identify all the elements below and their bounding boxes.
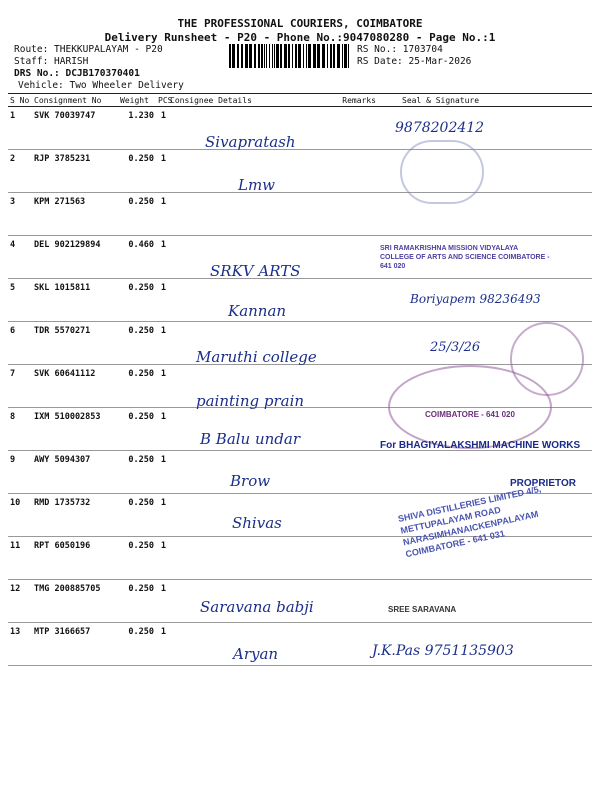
blank-cell <box>318 322 378 365</box>
consignment-number: TMG 200885705 <box>32 580 118 623</box>
blank-cell <box>318 580 378 623</box>
handwritten-name: Brow <box>230 472 271 490</box>
handwritten-name: painting prain <box>196 392 305 410</box>
company-stamp: For BHAGIYALAKSHMI MACHINE WORKS <box>380 440 581 451</box>
pcs-value: 1 <box>156 408 168 451</box>
serial-number: 12 <box>8 580 32 623</box>
handwritten-name: Sivapratash <box>205 133 296 151</box>
serial-number: 10 <box>8 494 32 537</box>
serial-number: 1 <box>8 107 32 150</box>
serial-number: 2 <box>8 150 32 193</box>
table-row <box>8 537 592 580</box>
route-field: Route: THEKKUPALAYAM - P20 <box>14 44 163 55</box>
handwritten-name: Shivas <box>232 514 282 532</box>
weight-value: 0.250 <box>118 322 156 365</box>
weight-value: 0.250 <box>118 150 156 193</box>
weight-value: 0.250 <box>118 537 156 580</box>
col-seal: Seal & Signature <box>378 94 592 107</box>
handwritten-signature: J.K.Pas 9751135903 <box>372 643 514 659</box>
serial-number: 8 <box>8 408 32 451</box>
handwritten-name: Saravana babji <box>200 598 314 616</box>
consignment-number: SKL 1015811 <box>32 279 118 322</box>
serial-number: 4 <box>8 236 32 279</box>
pcs-value: 1 <box>156 279 168 322</box>
table-row <box>8 107 592 150</box>
weight-value: 0.460 <box>118 236 156 279</box>
consignment-number: RJP 3785231 <box>32 150 118 193</box>
serial-number: 13 <box>8 623 32 666</box>
blank-cell <box>378 193 592 236</box>
blank-cell <box>318 193 378 236</box>
serial-number: 3 <box>8 193 32 236</box>
pcs-value: 1 <box>156 623 168 666</box>
consignment-number: DEL 902129894 <box>32 236 118 279</box>
blank-cell <box>318 494 378 537</box>
pcs-value: 1 <box>156 494 168 537</box>
consignment-number: RMD 1735732 <box>32 494 118 537</box>
round-stamp <box>510 322 584 396</box>
company-title: THE PROFESSIONAL COURIERS, COIMBATORE <box>177 17 423 30</box>
consignment-number: RPT 6050196 <box>32 537 118 580</box>
blank-cell <box>318 537 378 580</box>
handwritten-signature: 9878202412 <box>395 120 485 136</box>
weight-value: 0.250 <box>118 193 156 236</box>
serial-number: 6 <box>8 322 32 365</box>
blank-cell <box>168 537 318 580</box>
consignment-number: KPM 271563 <box>32 193 118 236</box>
handwritten-name: Lmw <box>238 176 276 194</box>
handwritten-name: Kannan <box>228 302 287 320</box>
serial-number: 11 <box>8 537 32 580</box>
table-row <box>8 193 592 236</box>
weight-value: 0.250 <box>118 279 156 322</box>
table-header <box>8 94 592 107</box>
consignment-number: TDR 5570271 <box>32 322 118 365</box>
handwritten-name: Aryan <box>233 645 279 663</box>
serial-number: 9 <box>8 451 32 494</box>
weight-value: 1.230 <box>118 107 156 150</box>
rs-number: RS No.: 1703704 <box>357 44 443 55</box>
consignment-number: SVK 70039747 <box>32 107 118 150</box>
weight-value: 0.250 <box>118 580 156 623</box>
consignment-number: MTP 3166657 <box>32 623 118 666</box>
staff-field: Staff: HARISH <box>14 56 89 67</box>
consignment-number: SVK 60641112 <box>32 365 118 408</box>
col-weight: Weight <box>118 94 156 107</box>
pcs-value: 1 <box>156 322 168 365</box>
handwritten-signature: 25/3/26 <box>430 340 481 355</box>
barcode <box>229 44 351 68</box>
col-consignee: Consignee Details <box>168 94 318 107</box>
pcs-value: 1 <box>156 150 168 193</box>
college-stamp: SRI RAMAKRISHNA MISSION VIDYALAYA COLLEGE OF ARTS AND SCIENCE COIMBATORE - 641 020 <box>380 245 550 270</box>
col-remarks: Remarks <box>318 94 378 107</box>
weight-value: 0.250 <box>118 451 156 494</box>
blank-cell <box>318 408 378 451</box>
blank-cell <box>378 580 592 623</box>
pcs-value: 1 <box>156 107 168 150</box>
blank-cell <box>168 193 318 236</box>
pcs-value: 1 <box>156 451 168 494</box>
table-row <box>8 451 592 494</box>
blank-cell <box>318 451 378 494</box>
col-consignment: Consignment No <box>32 94 118 107</box>
consignment-number: IXM 510002853 <box>32 408 118 451</box>
handwritten-name: SRKV ARTS <box>210 262 301 280</box>
handwritten-name: B Balu undar <box>200 430 301 448</box>
shop-stamp: SREE SARAVANA <box>388 605 457 614</box>
vehicle-field: Vehicle: Two Wheeler Delivery <box>18 80 184 91</box>
serial-number: 7 <box>8 365 32 408</box>
address-stamp: COIMBATORE - 641 020 <box>425 410 515 419</box>
col-sno: S No <box>8 94 32 107</box>
pcs-value: 1 <box>156 537 168 580</box>
weight-value: 0.250 <box>118 365 156 408</box>
drs-field: DRS No.: DCJB170370401 <box>14 68 140 79</box>
blank-cell <box>318 623 378 666</box>
round-stamp <box>400 140 484 204</box>
weight-value: 0.250 <box>118 494 156 537</box>
handwritten-name: Maruthi college <box>196 348 317 366</box>
weight-value: 0.250 <box>118 408 156 451</box>
pcs-value: 1 <box>156 236 168 279</box>
runsheet-subtitle: Delivery Runsheet - P20 - Phone No.:9047080280 - Page No.:1 <box>104 31 496 44</box>
col-pcs: PCS <box>158 95 173 105</box>
distillery-stamp: SHIVA DISTILLERIES LIMITED 4/5, METTUPALAYAM ROAD NARASIMHANAICKENPALAYAM COIMBATORE - 641 031 <box>397 483 542 560</box>
proprietor-stamp: PROPRIETOR <box>510 478 576 489</box>
consignment-number: AWY 5094307 <box>32 451 118 494</box>
blank-cell <box>318 236 378 279</box>
rs-date: RS Date: 25-Mar-2026 <box>357 56 472 67</box>
table-row <box>8 150 592 193</box>
handwritten-signature: Boriyapem 98236493 <box>410 292 541 306</box>
weight-value: 0.250 <box>118 623 156 666</box>
pcs-value: 1 <box>156 580 168 623</box>
serial-number: 5 <box>8 279 32 322</box>
pcs-value: 1 <box>156 193 168 236</box>
blank-cell <box>318 365 378 408</box>
blank-cell <box>318 107 378 150</box>
pcs-value: 1 <box>156 365 168 408</box>
blank-cell <box>318 150 378 193</box>
blank-cell <box>318 279 378 322</box>
